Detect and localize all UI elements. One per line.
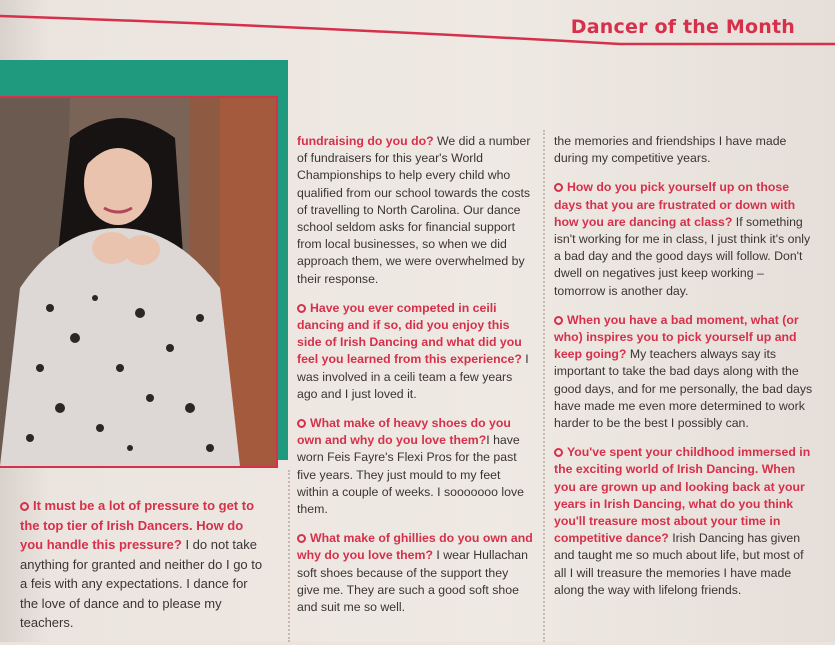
column-divider-2 [543, 130, 545, 642]
answer-text: I have worn Feis Fayre's Flexi Pros for the past five years. They just mould to my feet within a couple of weeks. I sooooooo love them. [297, 433, 524, 517]
question-text: What make of heavy shoes do you own and why do you love them? [297, 416, 511, 448]
bullet-icon [297, 534, 306, 543]
answer-text: I was involved in a ceili team a few years ago and I just loved it. [297, 352, 529, 401]
qa-treasure [554, 444, 814, 599]
column-middle [297, 133, 533, 628]
qa-pressure [20, 496, 268, 633]
qa-ghillies [297, 530, 533, 616]
question-text: It must be a lot of pressure to get to the top tier of Irish Dancers. How do you handle this pressure? [20, 498, 255, 552]
qa-continued [554, 133, 814, 167]
section-title: Dancer of the Month [570, 16, 795, 38]
question-text: How do you pick yourself up on those days that you are frustrated or down with how you are dancing at class? [554, 180, 796, 229]
column-right [554, 133, 814, 611]
portrait-photo [0, 96, 278, 468]
bullet-icon [20, 502, 29, 511]
question-text: You've spent your childhood immersed in the exciting world of Irish Dancing. When you are grown up and looking back at your years in Irish Dancing, what do you think you'll treasure most about your time in competitive dance? [554, 445, 811, 546]
qa-ceili [297, 300, 533, 403]
portrait-illustration [0, 98, 276, 466]
answer-text: We did a number of fundraisers for this year's World Championships to help every child who qualified from our school towards the costs of travelling to North Carolina. Our dance school seldom asks for financial support from local businesses, so when we did approach them, we were overwhelmed by their response. [297, 134, 531, 286]
qa-pick-up [554, 179, 814, 299]
column-divider-1 [288, 470, 290, 642]
bullet-icon [297, 304, 306, 313]
qa-fundraising [297, 133, 533, 288]
qa-bad-moment [554, 312, 814, 432]
question-text: fundraising do you do? [297, 134, 434, 148]
question-text: Have you ever competed in ceili dancing and if so, did you enjoy this side of Irish Dancing and what did you feel you learned from this experience? [297, 300, 522, 367]
answer-text: Irish Dancing has given and taught me so much about life, but most of all I will treasure the memories I have made along the way with lifelong friends. [554, 531, 804, 597]
answer-text: My teachers always say its important to take the bad days along with the good days, and for me personally, the bad days have made me even more determined to work harder to be the best I possibly can. [554, 347, 813, 431]
qa-heavy-shoes [297, 415, 533, 518]
answer-text: I do not take anything for granted and neither do I go to a feis with any expectations. I dance for the love of dance and to please my teachers. [20, 537, 263, 630]
bullet-icon [554, 448, 563, 457]
bullet-icon [554, 316, 563, 325]
answer-text: the memories and friendships I have made during my competitive years. [554, 134, 787, 166]
answer-text: If something isn't working for me in class, I just think it's only a bad day and the good days will follow. Don't dwell on negatives just keep working – tomorrow is another day. [554, 214, 811, 298]
bullet-icon [554, 183, 563, 192]
question-text: What make of ghillies do you own and why do you love them? [297, 531, 533, 563]
column-left [20, 496, 268, 645]
answer-text: I wear Hullachan soft shoes because of the support they give me. They are such a good soft shoe and suit me so well. [297, 548, 528, 615]
bullet-icon [297, 419, 306, 428]
question-text: When you have a bad moment, what (or who) inspires you to pick yourself up and keep going? [554, 312, 799, 362]
